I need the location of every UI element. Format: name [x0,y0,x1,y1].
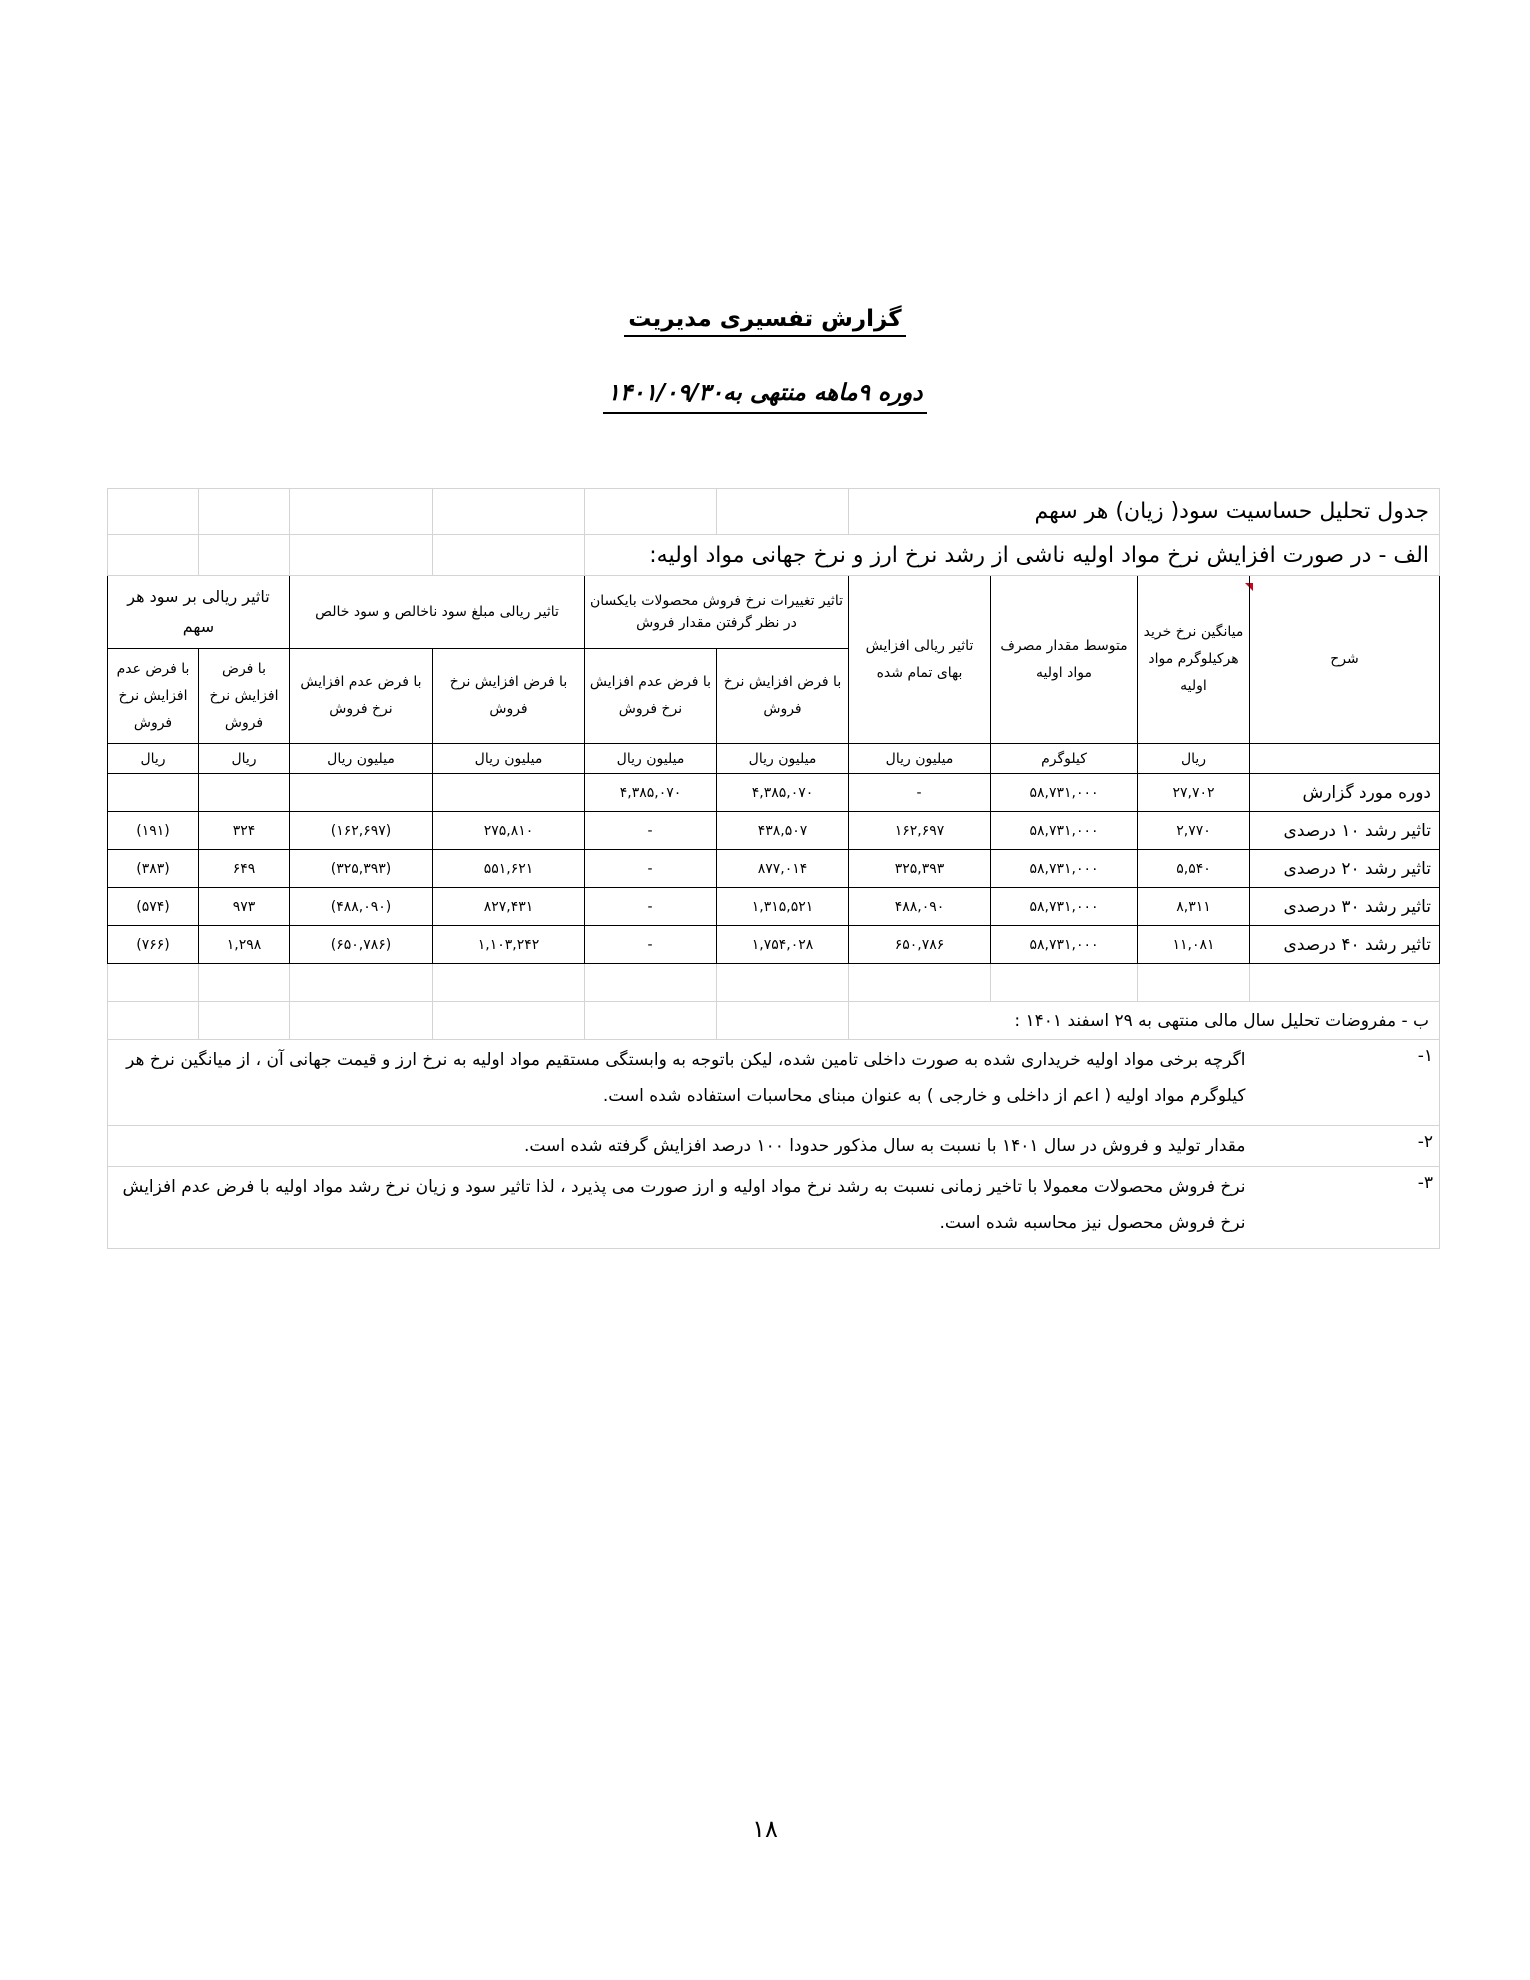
cell: ۸۲۷,۴۳۱ [433,888,585,926]
report-period: دوره ۹ماهه منتهی به۱۴۰۱/۰۹/۳۰ [0,380,1530,414]
subheader-with-increase: با فرض افزایش نرخ فروش [433,649,585,744]
section-a-title: الف - در صورت افزایش نرخ مواد اولیه ناشی از رشد نرخ ارز و نرخ جهانی مواد اولیه: [585,535,1440,576]
note-row [108,1126,1440,1167]
cell: ۱,۲۹۸ [199,926,290,964]
table-caption: جدول تحلیل حساسیت سود( زیان) هر سهم [849,489,1440,535]
subheader-with-increase: با فرض افزایش نرخ فروش [199,649,290,744]
note-row [108,1167,1440,1249]
col-header-cost-effect: تاثیر ریالی افزایش بهای تمام شده [849,576,991,744]
cell: ۵۸,۷۳۱,۰۰۰ [991,774,1138,812]
cell: (۳۸۳) [108,850,199,888]
row-label: تاثیر رشد ۳۰ درصدی [1250,888,1440,926]
cell: ۵,۵۴۰ [1138,850,1250,888]
cell: (۵۷۴) [108,888,199,926]
unit-cell: میلیون ریال [290,744,433,774]
unit-cell: کیلوگرم [991,744,1138,774]
subheader-with-increase: با فرض افزایش نرخ فروش [717,649,849,744]
col-header-avg-rate: میانگین نرخ خرید هرکیلوگرم مواد اولیه [1138,576,1250,744]
cell: - [585,926,717,964]
note-number: ۱- [1250,1040,1440,1126]
table-row [108,774,1440,812]
cell: (۱۹۱) [108,812,199,850]
cell: ۴۳۸,۵۰۷ [717,812,849,850]
cell: ۸۷۷,۰۱۴ [717,850,849,888]
cell: (۴۸۸,۰۹۰) [290,888,433,926]
cell: (۳۲۵,۳۹۳) [290,850,433,888]
cell: ۵۸,۷۳۱,۰۰۰ [991,926,1138,964]
cell: (۱۶۲,۶۹۷) [290,812,433,850]
cell: - [585,812,717,850]
cell: (۶۵۰,۷۸۶) [290,926,433,964]
table-row [108,926,1440,964]
cell: ۲۷۵,۸۱۰ [433,812,585,850]
col-header-eps-effect: تاثیر ریالی بر سود هر سهم [108,576,290,649]
cell [199,774,290,812]
row-label: دوره مورد گزارش [1250,774,1440,812]
cell: - [849,774,991,812]
note-row [108,1040,1440,1126]
col-header-sales-change: تاثیر تغییرات نرخ فروش محصولات بایکسان در نظر گرفتن مقدار فروش [585,576,849,649]
table-row [108,888,1440,926]
table-row [108,812,1440,850]
note-text: مقدار تولید و فروش در سال ۱۴۰۱ با نسبت به سال مذکور حدودا ۱۰۰ درصد افزایش گرفته شده است. [108,1126,1250,1167]
cell: (۷۶۶) [108,926,199,964]
col-header-profit-effect: تاثیر ریالی مبلغ سود ناخالص و سود خالص [290,576,585,649]
cell: - [585,850,717,888]
unit-cell: میلیون ریال [585,744,717,774]
cell: ۵۸,۷۳۱,۰۰۰ [991,888,1138,926]
cell: ۱,۱۰۳,۲۴۲ [433,926,585,964]
cell: ۹۷۳ [199,888,290,926]
subheader-without-increase: با فرض عدم افزایش نرخ فروش [290,649,433,744]
unit-cell: میلیون ریال [433,744,585,774]
sensitivity-table [107,488,1440,1249]
cell: ۴,۳۸۵,۰۷۰ [717,774,849,812]
cell: ۳۲۵,۳۹۳ [849,850,991,888]
unit-cell: میلیون ریال [717,744,849,774]
unit-cell: میلیون ریال [849,744,991,774]
note-text: اگرچه برخی مواد اولیه خریداری شده به صورت داخلی تامین شده، لیکن باتوجه به وابستگی مستقیم مواد اولیه به نرخ ارز و قیمت جهانی آن ، از میانگین نرخ هر کیلوگرم مواد اولیه ( اعم از داخلی و خارجی ) به عنوان مبنای محاسبات استفاده شده است. [108,1040,1250,1126]
cell: ۵۵۱,۶۲۱ [433,850,585,888]
cell: ۲۷,۷۰۲ [1138,774,1250,812]
cell: ۸,۳۱۱ [1138,888,1250,926]
note-number: ۳- [1250,1167,1440,1249]
cell [108,774,199,812]
cell: ۴,۳۸۵,۰۷۰ [585,774,717,812]
cell: ۲,۷۷۰ [1138,812,1250,850]
note-number: ۲- [1250,1126,1440,1167]
cell: ۱۱,۰۸۱ [1138,926,1250,964]
cell: ۵۸,۷۳۱,۰۰۰ [991,850,1138,888]
report-title: گزارش تفسیری مدیریت [0,306,1530,337]
col-header-sharh: شرح [1250,576,1440,744]
section-b-title: ب - مفروضات تحلیل سال مالی منتهی به ۲۹ اسفند ۱۴۰۱ : [849,1002,1440,1040]
row-label: تاثیر رشد ۲۰ درصدی [1250,850,1440,888]
unit-cell: ریال [199,744,290,774]
cell: ۴۸۸,۰۹۰ [849,888,991,926]
cell: ۱,۷۵۴,۰۲۸ [717,926,849,964]
cell: ۵۸,۷۳۱,۰۰۰ [991,812,1138,850]
page-number: ۱۸ [752,1815,778,1843]
cell: - [585,888,717,926]
cell: ۱۶۲,۶۹۷ [849,812,991,850]
subheader-without-increase: با فرض عدم افزایش نرخ فروش [585,649,717,744]
row-label: تاثیر رشد ۱۰ درصدی [1250,812,1440,850]
unit-cell: ریال [108,744,199,774]
table-row [108,850,1440,888]
cell: ۶۴۹ [199,850,290,888]
cell: ۱,۳۱۵,۵۲۱ [717,888,849,926]
unit-cell: ریال [1138,744,1250,774]
cell: ۳۲۴ [199,812,290,850]
row-label: تاثیر رشد ۴۰ درصدی [1250,926,1440,964]
note-text: نرخ فروش محصولات معمولا با تاخیر زمانی نسبت به رشد نرخ مواد اولیه و ارز صورت می پذیرد ، لذا تاثیر سود و زیان نرخ رشد مواد اولیه با فرض عدم افزایش نرخ فروش محصول نیز محاسبه شده است. [108,1167,1250,1249]
col-header-avg-qty: متوسط مقدار مصرف مواد اولیه [991,576,1138,744]
subheader-without-increase: با فرض عدم افزایش نرخ فروش [108,649,199,744]
cell: ۶۵۰,۷۸۶ [849,926,991,964]
cell [433,774,585,812]
cell [290,774,433,812]
